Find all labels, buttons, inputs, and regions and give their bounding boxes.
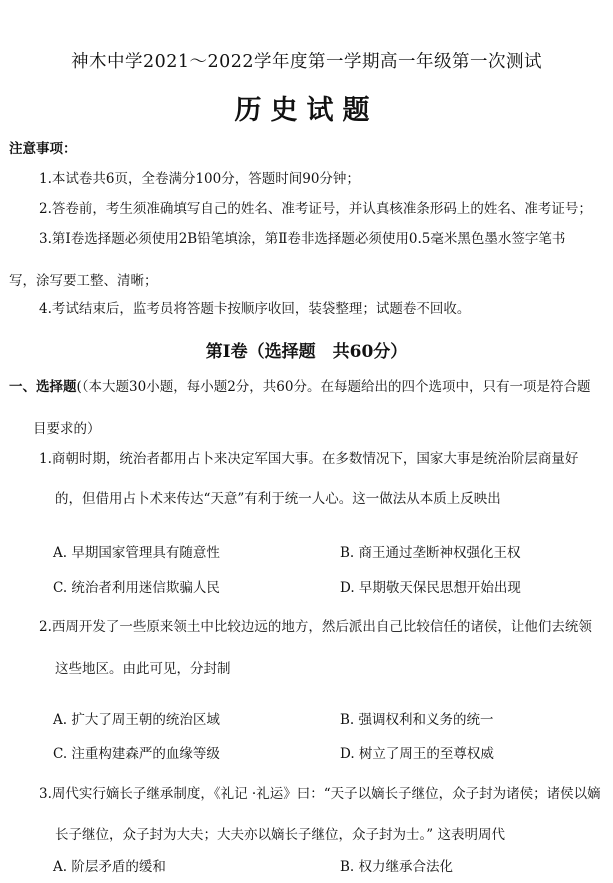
question-1-option-d: D. 早期敬天保民思想开始出现 [340, 580, 521, 596]
section-instruction-continued: 目要求的） [33, 421, 101, 437]
question-1-option-b: B. 商王通过垄断神权强化王权 [340, 545, 521, 561]
question-3-option-b: B. 权力继承合法化 [340, 859, 454, 875]
question-1-stem: 1.商朝时期，统治者都用占卜来决定军国大事。在多数情况下，国家大事是统治阶层商量好 [39, 451, 579, 467]
notice-item-2: 2.答卷前，考生须准确填写自己的姓名、准考证号，并认真核准条形码上的姓名、准考证号； [39, 201, 592, 217]
question-2-option-d: D. 树立了周王的至尊权威 [340, 746, 494, 762]
question-2-option-a: A. 扩大了周王朝的统治区域 [53, 712, 220, 728]
question-3-stem: 3.周代实行嫡长子继承制度，《礼记 ·礼运》曰：“天子以嫡长子继位，众子封为诸侯；诸侯以嫡 [39, 786, 601, 802]
question-2-option-b: B. 强调权利和义务的统一 [340, 712, 494, 728]
question-3-stem-continued: 长子继位，众子封为大夫；大夫亦以嫡长子继位，众子封为士。” 这表明周代 [55, 827, 505, 843]
notice-item-4: 4.考试结束后，监考员将答题卡按顺序收回，装袋整理；试题卷不回收。 [39, 301, 471, 317]
page-title: 历史试题 [234, 95, 379, 126]
question-1-stem-continued: 的，但借用占卜术来传达“天意”有利于统一人心。这一做法从本质上反映出 [55, 491, 501, 507]
notice-item-3-continued: 写，涂写要工整、清晰； [9, 273, 158, 289]
notice-item-3: 3.第Ⅰ卷选择题必须使用2B铅笔填涂，第Ⅱ卷非选择题必须使用0.5毫米黑色墨水签字笔书 [39, 231, 566, 247]
instruction-text: (（本大题30小题，每小题2分，共60分。在每题给出的四个选项中，只有一项是符合题 [76, 379, 591, 395]
question-2-option-c: C. 注重构建森严的血缘等级 [53, 746, 220, 762]
question-2-stem: 2.西周开发了一些原来领土中比较边远的地方，然后派出自己比较信任的诸侯，让他们去统领 [39, 619, 592, 635]
section-title: 第Ⅰ卷（选择题 共60分） [205, 342, 408, 362]
section-instruction [9, 375, 590, 395]
notice-heading: 注意事项： [9, 141, 77, 157]
instruction-lead: 一、选择题 [9, 379, 77, 395]
exam-header-line: 神木中学2021～2022学年度第一学期高一年级第一次测试 [70, 52, 543, 72]
question-3-option-a: A. 阶层矛盾的缓和 [53, 859, 166, 875]
question-2-stem-continued: 这些地区。由此可见，分封制 [55, 661, 231, 677]
question-1-option-c: C. 统治者利用迷信欺骗人民 [53, 580, 220, 596]
notice-item-1: 1.本试卷共6页，全卷满分100分，答题时间90分钟； [39, 171, 360, 187]
question-1-option-a: A. 早期国家管理具有随意性 [53, 545, 220, 561]
